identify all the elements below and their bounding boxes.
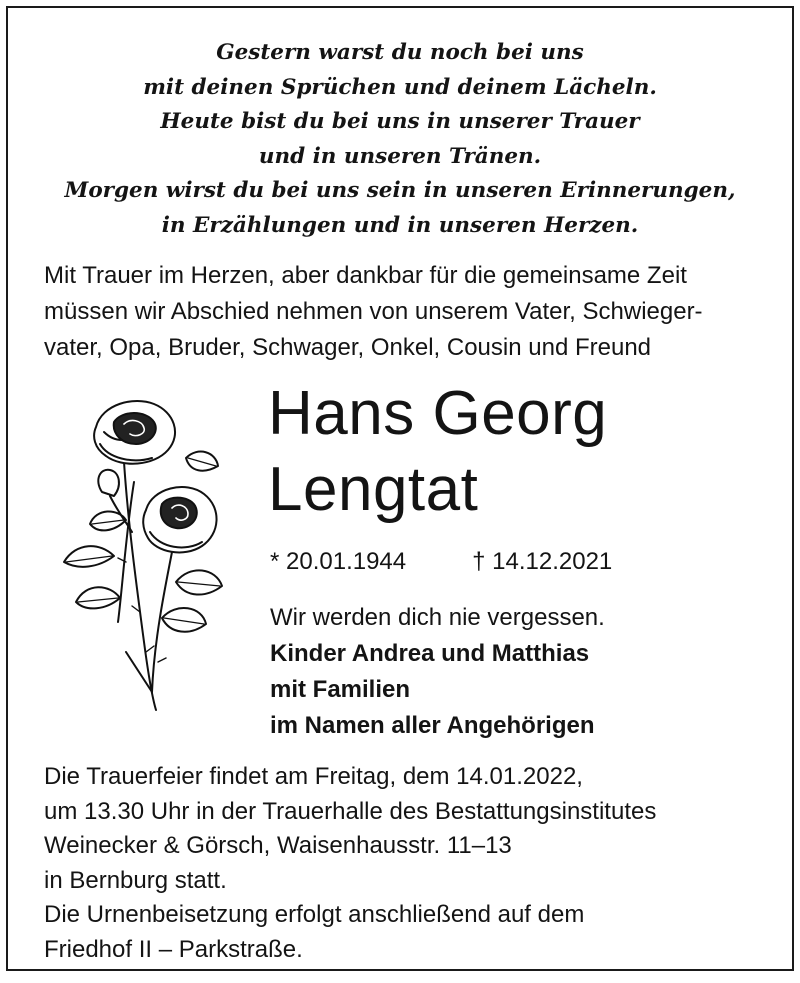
- first-name: Hans Georg: [268, 379, 608, 448]
- memorial-poem: [8, 36, 792, 243]
- intro-text: [44, 258, 774, 366]
- mourners-line: Kinder Andrea und Matthias: [270, 640, 590, 667]
- poem-line: Heute bist du bei uns in unserer Trauer: [160, 109, 640, 134]
- rose-illustration: [56, 392, 226, 722]
- rose-top: [94, 401, 175, 464]
- intro-line: müssen wir Abschied nehmen von unserem Vater, Schwieger-: [44, 298, 703, 325]
- deceased-name: [268, 376, 607, 528]
- funeral-details: [44, 760, 784, 967]
- signoff-block: [270, 600, 605, 744]
- last-name: Lengtat: [268, 455, 479, 524]
- funeral-line: in Bernburg statt.: [44, 866, 227, 894]
- funeral-line: Friedhof II – Parkstraße.: [44, 935, 303, 963]
- life-dates: [270, 544, 612, 580]
- mourners-line: im Namen aller Angehörigen: [270, 712, 595, 739]
- farewell-message: Wir werden dich nie vergessen.: [270, 604, 605, 631]
- poem-line: und in unseren Tränen.: [258, 143, 542, 169]
- intro-line: Mit Trauer im Herzen, aber dankbar für die gemeinsame Zeit: [44, 262, 687, 289]
- obituary-notice: [6, 6, 794, 971]
- poem-line: in Erzählungen und in unseren Herzen.: [161, 212, 639, 238]
- poem-line: Morgen wirst du bei uns sein in unseren Erinnerungen,: [64, 178, 736, 203]
- death-date: † 14.12.2021: [472, 548, 613, 575]
- birth-date: * 20.01.1944: [270, 548, 407, 575]
- funeral-line: Die Trauerfeier findet am Freitag, dem 14.01.2022,: [44, 763, 583, 790]
- poem-line: mit deinen Sprüchen und deinem Lächeln.: [143, 74, 657, 100]
- funeral-line: Weinecker & Görsch, Waisenhausstr. 11–13: [44, 832, 512, 859]
- intro-line: vater, Opa, Bruder, Schwager, Onkel, Cousin und Freund: [44, 334, 652, 361]
- mourners-line: mit Familien: [270, 676, 411, 703]
- funeral-line: um 13.30 Uhr in der Trauerhalle des Bestattungsinstitutes: [44, 797, 657, 825]
- poem-line: Gestern warst du noch bei uns: [216, 40, 584, 65]
- rose-bottom: [143, 487, 216, 552]
- funeral-line: Die Urnenbeisetzung erfolgt anschließend auf dem: [44, 901, 585, 928]
